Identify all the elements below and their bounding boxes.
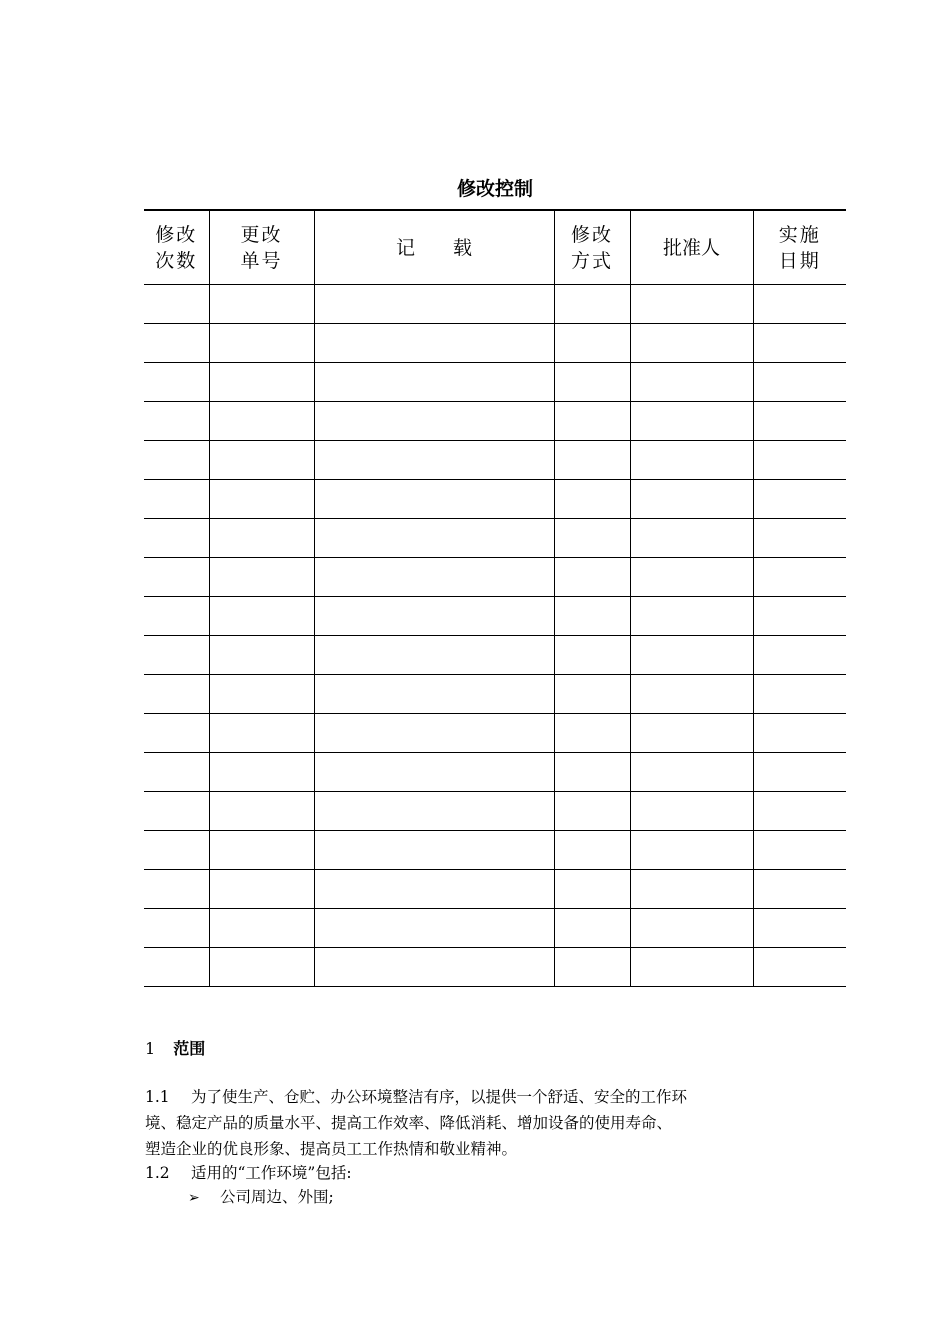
- table-cell[interactable]: [144, 753, 209, 792]
- table-body: [144, 285, 846, 987]
- table-cell[interactable]: [753, 753, 846, 792]
- table-row: [144, 480, 846, 519]
- table-cell[interactable]: [554, 714, 630, 753]
- table-cell[interactable]: [314, 675, 554, 714]
- table-cell[interactable]: [209, 558, 314, 597]
- clause-number: 1.1: [145, 1088, 170, 1106]
- table-row: [144, 402, 846, 441]
- table-cell[interactable]: [554, 675, 630, 714]
- table-cell[interactable]: [314, 714, 554, 753]
- table-cell[interactable]: [630, 714, 753, 753]
- table-cell[interactable]: [314, 363, 554, 402]
- table-cell[interactable]: [144, 909, 209, 948]
- table-cell[interactable]: [144, 870, 209, 909]
- header-approver: 批准人: [630, 210, 753, 285]
- revision-control-table: [144, 209, 846, 987]
- table-cell[interactable]: [753, 441, 846, 480]
- header-record: 记 载: [314, 210, 554, 285]
- table-cell[interactable]: [209, 948, 314, 987]
- table-cell[interactable]: [314, 519, 554, 558]
- table-cell[interactable]: [554, 753, 630, 792]
- table-cell[interactable]: [209, 753, 314, 792]
- table-cell[interactable]: [314, 753, 554, 792]
- table-cell[interactable]: [554, 558, 630, 597]
- section-title: 范围: [173, 1039, 206, 1058]
- table-cell[interactable]: [144, 636, 209, 675]
- clause-1-2: 1.2 适用的“工作环境”包括:: [145, 1160, 835, 1186]
- table-cell[interactable]: [144, 558, 209, 597]
- header-change-number: 更改 单号: [209, 210, 314, 285]
- table-cell[interactable]: [554, 909, 630, 948]
- table-cell[interactable]: [753, 558, 846, 597]
- table-cell[interactable]: [554, 870, 630, 909]
- table-row: [144, 714, 846, 753]
- header-revision-method: 修改 方式: [554, 210, 630, 285]
- table-cell[interactable]: [209, 831, 314, 870]
- clause-1-1-line2: 境、稳定产品的质量水平、提高工作效率、降低消耗、增加设备的使用寿命、: [145, 1114, 673, 1132]
- table-cell[interactable]: [753, 324, 846, 363]
- table-cell[interactable]: [144, 519, 209, 558]
- table-cell[interactable]: [314, 597, 554, 636]
- table-cell[interactable]: [314, 792, 554, 831]
- section-number: 1: [145, 1039, 156, 1058]
- table-cell[interactable]: [314, 402, 554, 441]
- clause-1-1-line3: 塑造企业的优良形象、提高员工工作热情和敬业精神。: [145, 1140, 518, 1158]
- table-cell[interactable]: [554, 324, 630, 363]
- table-cell[interactable]: [314, 558, 554, 597]
- header-revision-count: 修改 次数: [144, 210, 209, 285]
- table-cell[interactable]: [144, 831, 209, 870]
- table-row: [144, 597, 846, 636]
- section-heading: [145, 1036, 205, 1059]
- table-row: [144, 636, 846, 675]
- table-row: [144, 519, 846, 558]
- table-cell[interactable]: [209, 519, 314, 558]
- table-cell[interactable]: [630, 636, 753, 675]
- table-cell[interactable]: [144, 441, 209, 480]
- table-cell[interactable]: [209, 792, 314, 831]
- table-cell[interactable]: [554, 519, 630, 558]
- table-cell[interactable]: [144, 948, 209, 987]
- table-cell[interactable]: [209, 363, 314, 402]
- table-cell[interactable]: [554, 831, 630, 870]
- table-cell[interactable]: [753, 363, 846, 402]
- table-cell[interactable]: [753, 480, 846, 519]
- table-cell[interactable]: [630, 792, 753, 831]
- table-cell[interactable]: [554, 636, 630, 675]
- table-cell[interactable]: [753, 402, 846, 441]
- table-cell[interactable]: [753, 792, 846, 831]
- table-cell[interactable]: [630, 324, 753, 363]
- table-cell[interactable]: [144, 714, 209, 753]
- table-row: [144, 441, 846, 480]
- table-cell[interactable]: [753, 948, 846, 987]
- table-cell[interactable]: [144, 324, 209, 363]
- table-cell[interactable]: [630, 870, 753, 909]
- table-cell[interactable]: [144, 480, 209, 519]
- table-cell[interactable]: [630, 597, 753, 636]
- table-header-row: [144, 210, 846, 285]
- table-cell[interactable]: [554, 948, 630, 987]
- header-implementation-date: 实施 日期: [753, 210, 846, 285]
- table-cell[interactable]: [753, 597, 846, 636]
- table-row: [144, 792, 846, 831]
- table-cell[interactable]: [144, 363, 209, 402]
- table-cell[interactable]: [753, 870, 846, 909]
- table-cell[interactable]: [144, 402, 209, 441]
- page-title: 修改控制: [456, 178, 533, 200]
- table-cell[interactable]: [554, 480, 630, 519]
- table-cell[interactable]: [753, 714, 846, 753]
- table-cell[interactable]: [209, 909, 314, 948]
- table-cell[interactable]: [554, 597, 630, 636]
- table-cell[interactable]: [314, 948, 554, 987]
- table-cell[interactable]: [753, 675, 846, 714]
- table-cell[interactable]: [630, 558, 753, 597]
- table-cell[interactable]: [209, 402, 314, 441]
- table-cell[interactable]: [554, 402, 630, 441]
- table-row: [144, 753, 846, 792]
- table-cell[interactable]: [209, 636, 314, 675]
- table-cell[interactable]: [554, 363, 630, 402]
- table-cell[interactable]: [209, 675, 314, 714]
- table-cell[interactable]: [753, 519, 846, 558]
- table-cell[interactable]: [630, 363, 753, 402]
- table-cell[interactable]: [630, 909, 753, 948]
- table-cell[interactable]: [630, 519, 753, 558]
- table-cell[interactable]: [753, 831, 846, 870]
- bullet-item: [188, 1184, 334, 1211]
- bullet-text: 公司周边、外围;: [220, 1188, 334, 1206]
- table-cell[interactable]: [630, 480, 753, 519]
- table-cell[interactable]: [630, 753, 753, 792]
- table-cell[interactable]: [314, 870, 554, 909]
- table-cell[interactable]: [209, 714, 314, 753]
- table-row: [144, 675, 846, 714]
- table-cell[interactable]: [314, 441, 554, 480]
- table-cell[interactable]: [209, 441, 314, 480]
- table-cell[interactable]: [144, 675, 209, 714]
- table-cell[interactable]: [753, 636, 846, 675]
- clause-1-1: [145, 1084, 835, 1162]
- table-cell[interactable]: [314, 285, 554, 324]
- table-cell[interactable]: [630, 948, 753, 987]
- table-cell[interactable]: [209, 285, 314, 324]
- table-row: [144, 558, 846, 597]
- clause-number: 1.2: [145, 1164, 170, 1182]
- table-cell[interactable]: [144, 285, 209, 324]
- table-cell[interactable]: [209, 597, 314, 636]
- table-row: [144, 831, 846, 870]
- table-cell[interactable]: [314, 831, 554, 870]
- table-cell[interactable]: [630, 675, 753, 714]
- table-row: [144, 324, 846, 363]
- table-cell[interactable]: [314, 636, 554, 675]
- table-cell[interactable]: [209, 870, 314, 909]
- table-cell[interactable]: [314, 480, 554, 519]
- table-cell[interactable]: [630, 402, 753, 441]
- table-cell[interactable]: [554, 285, 630, 324]
- arrow-bullet-icon: ➢: [188, 1190, 200, 1206]
- table-cell[interactable]: [753, 285, 846, 324]
- table-row: [144, 909, 846, 948]
- table-cell[interactable]: [630, 285, 753, 324]
- table-cell[interactable]: [144, 792, 209, 831]
- table-cell[interactable]: [144, 597, 209, 636]
- table-cell[interactable]: [209, 324, 314, 363]
- table-cell[interactable]: [209, 480, 314, 519]
- table-cell[interactable]: [753, 909, 846, 948]
- table-row: [144, 870, 846, 909]
- table-cell[interactable]: [314, 324, 554, 363]
- clause-1-1-line1: 1.1 为了使生产、仓贮、办公环境整洁有序，以提供一个舒适、安全的工作环: [145, 1084, 835, 1110]
- table-row: [144, 948, 846, 987]
- table-row: [144, 285, 846, 324]
- table-cell[interactable]: [630, 831, 753, 870]
- table-cell[interactable]: [630, 441, 753, 480]
- table-cell[interactable]: [554, 441, 630, 480]
- table-cell[interactable]: [554, 792, 630, 831]
- table-row: [144, 363, 846, 402]
- table-cell[interactable]: [314, 909, 554, 948]
